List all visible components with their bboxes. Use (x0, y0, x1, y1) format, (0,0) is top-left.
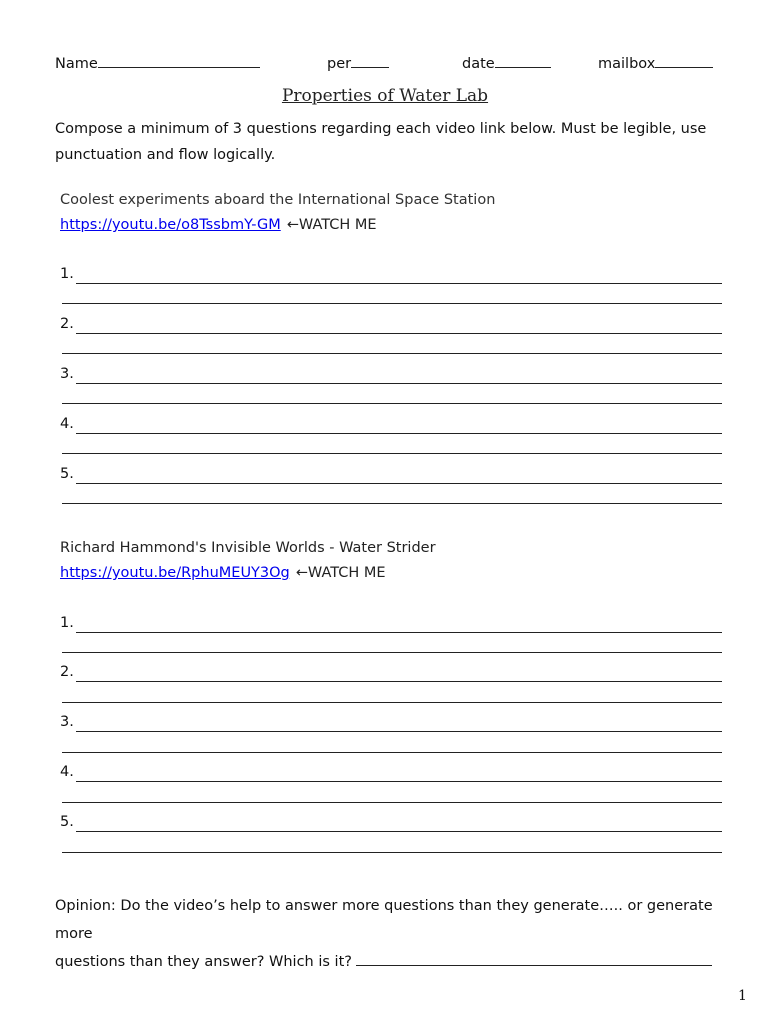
mailbox-label: mailbox (598, 56, 656, 72)
watch-me-label: ←WATCH ME (286, 217, 377, 233)
question-2[interactable] (60, 316, 722, 336)
date-label: date (462, 56, 495, 72)
section-2-title: Richard Hammond's Invisible Worlds - Water Strider (60, 540, 436, 556)
question-5[interactable] (60, 814, 722, 834)
answer-line[interactable] (76, 681, 722, 682)
section-2-link-row (60, 565, 386, 581)
answer-line[interactable] (62, 453, 722, 454)
per-line[interactable] (351, 54, 389, 68)
mailbox-line[interactable] (655, 54, 713, 68)
page-title: Properties of Water Lab (281, 86, 489, 106)
watch-me-label: ←WATCH ME (295, 565, 386, 581)
question-number: 5. (60, 814, 74, 830)
question-1[interactable] (60, 615, 722, 635)
answer-line[interactable] (62, 852, 722, 853)
opinion-line-1: Opinion: Do the video’s help to answer more questions than they generate….. or generate more (55, 898, 713, 942)
opinion-answer-line[interactable] (356, 951, 712, 966)
question-number: 2. (60, 664, 74, 680)
name-label: Name (55, 56, 98, 72)
question-number: 3. (60, 714, 74, 730)
question-4[interactable] (60, 764, 722, 784)
answer-line[interactable] (62, 752, 722, 753)
section-1-video-link[interactable]: https://youtu.be/o8TssbmY-GM (60, 217, 281, 233)
opinion-block (55, 892, 735, 976)
mailbox-field[interactable] (598, 54, 713, 72)
answer-line[interactable] (62, 503, 722, 504)
instructions: Compose a minimum of 3 questions regarding each video link below. Must be legible, use punctuation and flow logically. (55, 121, 707, 163)
question-2[interactable] (60, 664, 722, 684)
answer-line[interactable] (62, 303, 722, 304)
date-line[interactable] (495, 54, 551, 68)
question-number: 1. (60, 266, 74, 282)
question-number: 4. (60, 416, 74, 432)
question-1[interactable] (60, 266, 722, 286)
section-1-title: Coolest experiments aboard the International Space Station (60, 192, 496, 208)
answer-line[interactable] (62, 802, 722, 803)
answer-line[interactable] (76, 433, 722, 434)
question-3[interactable] (60, 714, 722, 734)
answer-line[interactable] (62, 403, 722, 404)
section-2-video-link[interactable]: https://youtu.be/RphuMEUY3Og (60, 565, 290, 581)
question-number: 2. (60, 316, 74, 332)
opinion-line-2: questions than they answer? Which is it? (55, 954, 352, 970)
question-number: 1. (60, 615, 74, 631)
page-number: 1 (738, 988, 747, 1004)
answer-line[interactable] (62, 652, 722, 653)
date-field[interactable] (462, 54, 551, 72)
question-4[interactable] (60, 416, 722, 436)
opinion-line-2-row (55, 948, 735, 976)
answer-line[interactable] (76, 483, 722, 484)
question-5[interactable] (60, 466, 722, 486)
answer-line[interactable] (62, 353, 722, 354)
answer-line[interactable] (76, 333, 722, 334)
question-number: 3. (60, 366, 74, 382)
name-line[interactable] (98, 54, 260, 68)
question-3[interactable] (60, 366, 722, 386)
name-field[interactable] (55, 54, 260, 72)
answer-line[interactable] (76, 731, 722, 732)
question-number: 5. (60, 466, 74, 482)
per-field[interactable] (327, 54, 389, 72)
question-number: 4. (60, 764, 74, 780)
section-1-link-row (60, 217, 377, 233)
answer-line[interactable] (76, 781, 722, 782)
answer-line[interactable] (62, 702, 722, 703)
answer-line[interactable] (76, 831, 722, 832)
per-label: per (327, 56, 352, 72)
answer-line[interactable] (76, 632, 722, 633)
answer-line[interactable] (76, 283, 722, 284)
answer-line[interactable] (76, 383, 722, 384)
